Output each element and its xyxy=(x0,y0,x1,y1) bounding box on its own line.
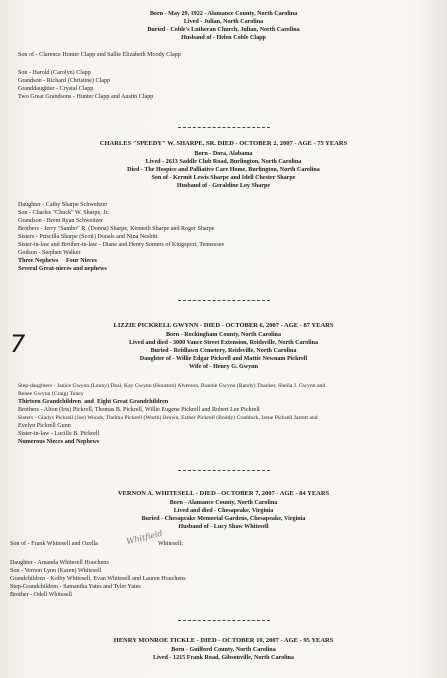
s1-godson: Godson - Stephen Walker xyxy=(18,250,81,256)
separator xyxy=(178,127,270,128)
s3-buried: Buried - Chesapeake Memorial Gardens, Chesapeake, Virginia xyxy=(141,516,306,522)
s3-born: Born - Alamance County, North Carolina xyxy=(169,500,278,506)
s1-heading: CHARLES "SPEEDY" W. SHARPE, SR. DIED - OCTOBER 2, 2007 - AGE - 75 YEARS xyxy=(99,140,348,147)
s2-numerous: Numerous Nieces and Nephews xyxy=(18,439,100,445)
s2-buried: Buried - Reidlawn Cemetery, Reidsville, North Carolina xyxy=(150,348,297,354)
s2-grandchildren: Thirteen Grandchildren and Eight Great Grandchildren xyxy=(18,399,169,405)
s2-stepdaughters-cont: Renee Gwynn (Craig) Toney xyxy=(18,391,84,397)
s2-daughter-of: Daughter of - Willie Edgar Pickrell and Mattie Newnam Pickrell xyxy=(139,356,308,362)
s1-nephews-nieces: Three Nephews Four Nieces xyxy=(18,258,97,264)
s0-son-of: Son of - Clarence Homer Clapp and Sallie Elizabeth Moody Clapp xyxy=(18,52,181,58)
s1-daughter: Daughter - Cathy Sharpe Schweitzer xyxy=(18,202,108,208)
s3-husband: Husband of - Lucy Shaw Whitesell xyxy=(178,524,269,530)
s4-heading: HENRY MONROE TICKLE - DIED - OCTOBER 10, 2007 - AGE - 95 YEARS xyxy=(113,637,334,644)
s2-sisters: Sisters - Gladys Pickrell (Joe) Woods, Thelma Pickrell (Worth) Brown, Esther Pickrell (Boddy) Craddock, Irene Pickrell Jarrett and xyxy=(18,415,318,421)
s1-great: Several Great-nieces and nephews xyxy=(18,266,107,272)
s0-granddaughter: Granddaughter - Crystal Clapp xyxy=(18,86,94,92)
separator xyxy=(178,470,270,471)
s1-lived: Lived - 2613 Saddle Club Road, Burlington, North Carolina xyxy=(145,159,302,165)
s4-lived: Lived - 1215 Frank Road, Gibsonville, North Carolina xyxy=(153,655,294,661)
separator xyxy=(178,620,270,621)
margin-mark: 7 xyxy=(10,330,26,358)
s3-daughter: Daughter - Amanda Whitesell Houchens xyxy=(10,560,109,566)
handwritten-note: Whitfield xyxy=(125,528,164,547)
s0-born: Born - May 29, 1922 - Alamance County, North Carolina xyxy=(149,11,298,17)
s2-stepdaughters: Step-daughters - Janice Gwynn (Lenny) Deal, Kay Gwynn (Houston) Alverson, Bonnie Gwynn (Randy) Thacker, Sheila J. Gwynn and xyxy=(18,383,326,389)
s1-died: Died - The Hospice and Palliative Care Home, Burlington, North Carolina xyxy=(127,167,320,173)
s2-sisters-cont: Evelyn Pickrell Gunn xyxy=(18,423,71,429)
s0-buried: Buried - Coble's Lutheran Church, Julian, North Carolina xyxy=(147,27,300,33)
s2-born: Born - Rockingham County, North Carolina xyxy=(165,332,281,338)
s3-son-of: Son of - Frank Whitesell and Ozella xyxy=(10,541,98,547)
s3-son: Son - Vernon Lynn (Karen) Whitesell xyxy=(10,568,102,574)
s1-grandson: Grandson - Brent Ryan Schweitzer xyxy=(18,218,104,224)
s1-sisters: Sisters - Priscilla Sharpe (Scott) Donals and Nina Nesbitt xyxy=(18,234,158,240)
s1-born: Born - Dora, Alabama xyxy=(194,151,253,157)
s0-great-grandsons: Two Great Grandsons - Hunter Clapp and Austin Clapp xyxy=(18,94,154,100)
s2-heading: LIZZIE PICKRELL GWYNN - DIED - OCTOBER 6, 2007 - AGE - 87 YEARS xyxy=(113,322,334,329)
s1-in-laws: Sister-in-law and Brother-in-law - Diane and Henry Somers of Kingsport, Tennessee xyxy=(18,242,225,248)
s3-step-grandchildren: Step-Grandchildren - Samantha Yates and Tyler Yates xyxy=(10,584,141,590)
s1-son: Son - Charles "Chuck" W. Sharpe, Jr. xyxy=(18,210,109,216)
s0-son: Son - Harold (Carolyn) Clapp xyxy=(18,70,91,76)
s1-son-of: Son of - Kermit Lewis Sharpe and Idell Chester Sharpe xyxy=(151,175,296,181)
s3-lived: Lived and died - Chesapeake, Virginia xyxy=(173,508,274,514)
s3-brother: Brother - Odell Whitesell xyxy=(10,592,72,598)
s3-grandchildren: Grandchildren - Kolby Whitesell, Evan Whitesell and Lauren Houchens xyxy=(10,576,186,582)
s3-heading: VERNON A. WHITESELL - DIED - OCTOBER 7, 2007 - AGE - 84 YEARS xyxy=(117,490,330,497)
s4-born: Born - Guilford County, North Carolina xyxy=(171,647,276,653)
s0-husband: Husband of - Helen Coble Clapp xyxy=(181,35,266,41)
bleed-through xyxy=(300,70,302,76)
s2-lived: Lived and died - 3000 Vance Street Extension, Reidsville, North Carolina xyxy=(128,340,319,346)
s1-brothers: Brothers - Jerry "Sambo" R. (Donna) Sharpe, Kenneth Sharpe and Roger Sharpe xyxy=(18,226,215,232)
s0-lived: Lived - Julian, North Carolina xyxy=(183,19,264,25)
separator xyxy=(178,300,270,301)
s1-husband: Husband of - Geraldine Loy Sharpe xyxy=(176,183,271,189)
s2-sister-in-law: Sister-in-law - Lucille B. Pickrell xyxy=(18,431,100,437)
s0-grandson: Grandson - Richard (Christine) Clapp xyxy=(18,78,111,84)
s3-son-of-cont: Whitesell; xyxy=(158,541,184,547)
s2-brothers: Brothers - Alton (Iris) Pickrell, Thomas B. Pickrell, Willie Eugene Pickrell and Robert Lee Pickrell xyxy=(18,407,260,413)
s2-wife: Wife of - Henry G. Gwynn xyxy=(189,364,258,370)
